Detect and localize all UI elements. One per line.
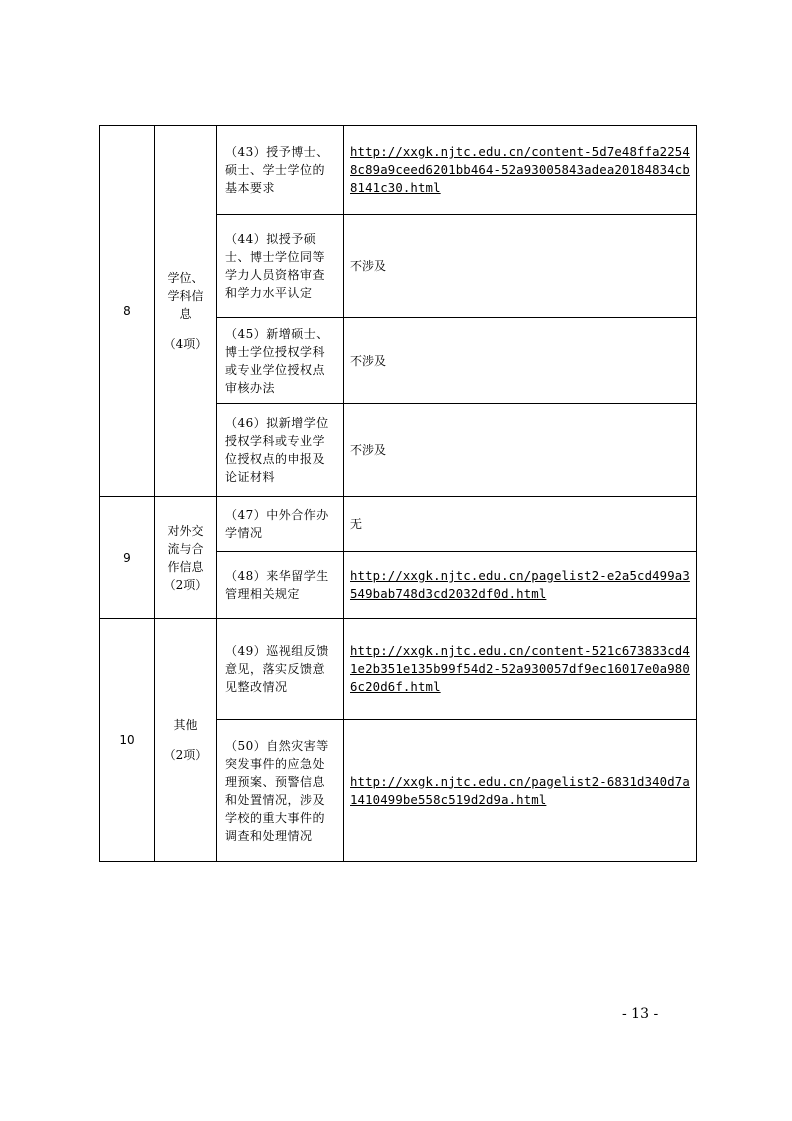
item-name: （45）新增硕士、博士学位授权学科或专业学位授权点审核办法 — [217, 318, 344, 404]
item-name: （48）来华留学生管理相关规定 — [217, 552, 344, 619]
item-content: 不涉及 — [344, 215, 697, 318]
item-content: 无 — [344, 497, 697, 552]
content-link[interactable]: http://xxgk.njtc.edu.cn/content-5d7e48ffa22548c89a9ceed6201bb464-52a93005843adea20184834cb8141c30.html — [350, 145, 690, 195]
group-category — [155, 619, 217, 862]
item-name: （44）拟授予硕士、博士学位同等学力人员资格审查和学力水平认定 — [217, 215, 344, 318]
item-name: （43）授予博士、硕士、学士学位的基本要求 — [217, 126, 344, 215]
category-name: 对外交流与合作信息 — [167, 523, 204, 574]
group-category — [155, 126, 217, 497]
item-content — [344, 552, 697, 619]
table-row — [100, 126, 697, 215]
category-count: （2项） — [163, 577, 208, 592]
category-count: （2项） — [163, 748, 208, 762]
disclosure-table — [99, 125, 697, 862]
item-name: （47）中外合作办学情况 — [217, 497, 344, 552]
group-number: 9 — [100, 497, 155, 619]
category-name: 学位、学科信息 — [167, 271, 204, 321]
category-name: 其他 — [173, 718, 198, 732]
item-content: 不涉及 — [344, 404, 697, 497]
item-name: （49）巡视组反馈意见，落实反馈意见整改情况 — [217, 619, 344, 720]
item-content: 不涉及 — [344, 318, 697, 404]
item-content — [344, 126, 697, 215]
content-link[interactable]: http://xxgk.njtc.edu.cn/content-521c673833cd41e2b351e135b99f54d2-52a930057df9ec16017e0a9806c20d6f.html — [350, 644, 690, 694]
group-number: 10 — [100, 619, 155, 862]
table-row — [100, 619, 697, 720]
page-number: - 13 - — [622, 1006, 659, 1022]
content-link[interactable]: http://xxgk.njtc.edu.cn/pagelist2-e2a5cd499a3549bab748d3cd2032df0d.html — [350, 569, 690, 601]
category-count: （4项） — [163, 337, 208, 351]
table-row — [100, 497, 697, 552]
item-content — [344, 720, 697, 862]
group-number: 8 — [100, 126, 155, 497]
item-content — [344, 619, 697, 720]
item-name: （46）拟新增学位授权学科或专业学位授权点的申报及论证材料 — [217, 404, 344, 497]
content-link[interactable]: http://xxgk.njtc.edu.cn/pagelist2-6831d340d7a1410499be558c519d2d9a.html — [350, 774, 690, 807]
item-name: （50）自然灾害等突发事件的应急处理预案、预警信息和处置情况，涉及学校的重大事件的调查和处理情况 — [217, 720, 344, 862]
group-category — [155, 497, 217, 619]
